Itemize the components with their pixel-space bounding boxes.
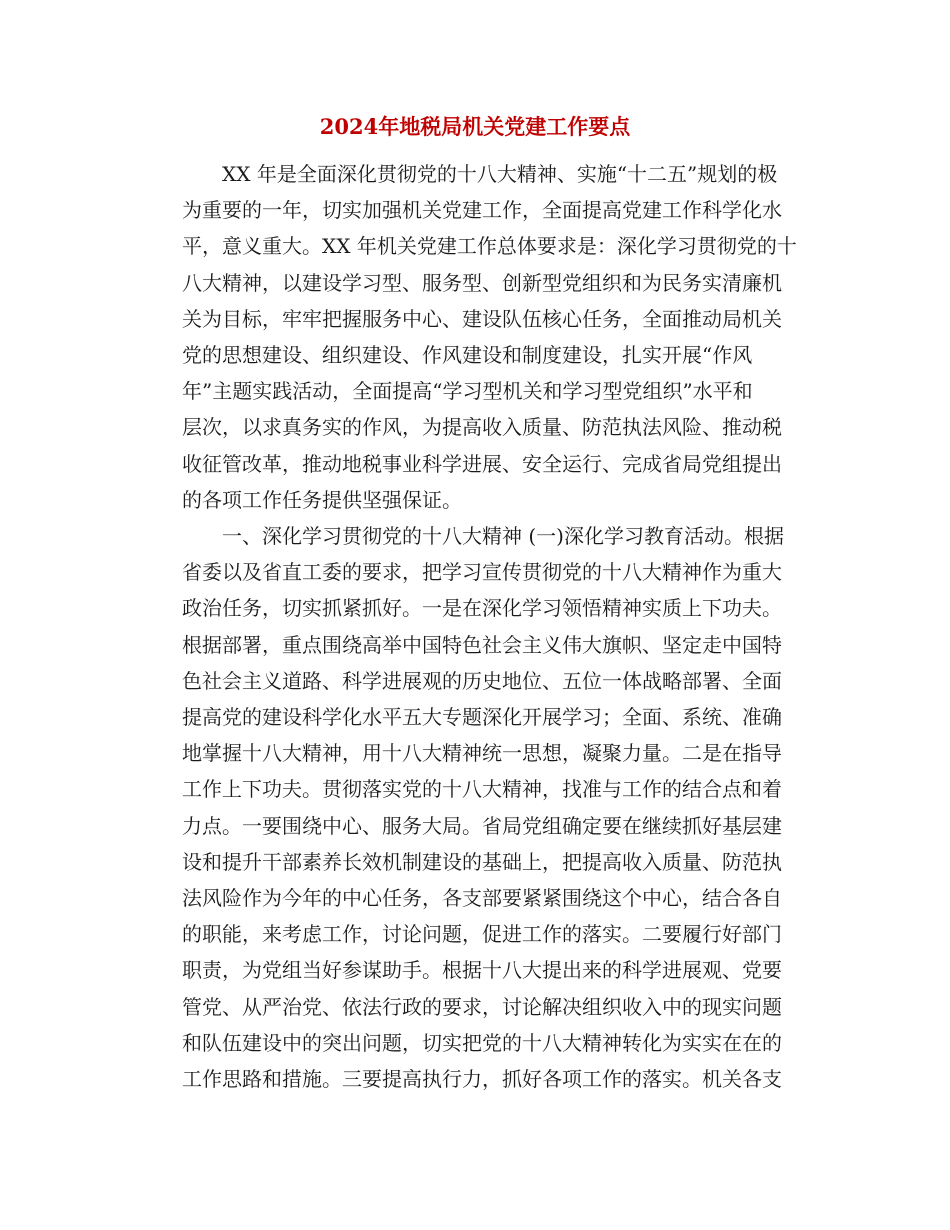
text-line: 政治任务，切实抓紧抓好。一是在深化学习领悟精神实质上下功夫。	[182, 596, 782, 621]
paragraph-section-one	[142, 518, 806, 1097]
text-line: 法风险作为今年的中心任务，各支部要紧紧围绕这个中心，结合各自	[182, 886, 782, 911]
text-line: 为重要的一年，切实加强机关党建工作，全面提高党建工作科学化水	[182, 198, 782, 223]
text-line: 的职能，来考虑工作，讨论问题，促进工作的落实。二要履行好部门	[182, 922, 782, 947]
text-line: 一、深化学习贯彻党的十八大精神 (一)深化学习教育活动。根据	[222, 524, 784, 549]
document-body	[142, 156, 806, 1097]
text-line: 职责，为党组当好参谋助手。根据十八大提出来的科学进展观、党要	[182, 958, 782, 983]
text-line: 色社会主义道路、科学进展观的历史地位、五位一体战略部署、全面	[182, 668, 782, 693]
text-line: 地掌握十八大精神，用十八大精神统一思想，凝聚力量。二是在指导	[182, 741, 782, 766]
text-line: 和队伍建设中的突出问题，切实把党的十八大精神转化为实实在在的	[182, 1030, 782, 1055]
text-line: 党的思想建设、组织建设、作风建设和制度建设，扎实开展“作风	[182, 343, 753, 368]
text-line: 根据部署，重点围绕高举中国特色社会主义伟大旗帜、坚定走中国特	[182, 632, 782, 657]
text-line: 八大精神，以建设学习型、服务型、创新型党组织和为民务实清廉机	[182, 270, 782, 295]
text-line: XX 年是全面深化贯彻党的十八大精神、实施“十二五”规划的极	[222, 162, 778, 186]
text-line: 力点。一要围绕中心、服务大局。省局党组确定要在继续抓好基层建	[182, 813, 782, 838]
text-line: 的各项工作任务提供坚强保证。	[182, 487, 462, 512]
text-line: 平，意义重大。XX 年机关党建工作总体要求是：深化学习贯彻党的十	[182, 234, 797, 259]
text-line: 管党、从严治党、依法行政的要求，讨论解决组织收入中的现实问题	[182, 994, 782, 1019]
text-line: 省委以及省直工委的要求，把学习宣传贯彻党的十八大精神作为重大	[182, 560, 782, 585]
text-line: 关为目标，牢牢把握服务中心、建设队伍核心任务，全面推动局机关	[182, 306, 782, 331]
text-line: 层次，以求真务实的作风，为提高收入质量、防范执法风险、推动税	[182, 415, 782, 440]
text-line: 工作思路和措施。三要提高执行力，抓好各项工作的落实。机关各支	[182, 1067, 782, 1092]
text-line: 设和提升干部素养长效机制建设的基础上，把提高收入质量、防范执	[182, 849, 782, 874]
text-line: 提高党的建设科学化水平五大专题深化开展学习；全面、系统、准确	[182, 705, 782, 730]
document-title: 2024年地税局机关党建工作要点	[319, 114, 631, 139]
text-line: 工作上下功夫。贯彻落实党的十八大精神，找准与工作的结合点和着	[182, 777, 782, 802]
text-line: 年”主题实践活动，全面提高“学习型机关和学习型党组织”水平和	[182, 379, 753, 404]
paragraph-intro	[142, 156, 806, 518]
text-line: 收征管改革，推动地税事业科学进展、安全运行、完成省局党组提出	[182, 451, 782, 476]
